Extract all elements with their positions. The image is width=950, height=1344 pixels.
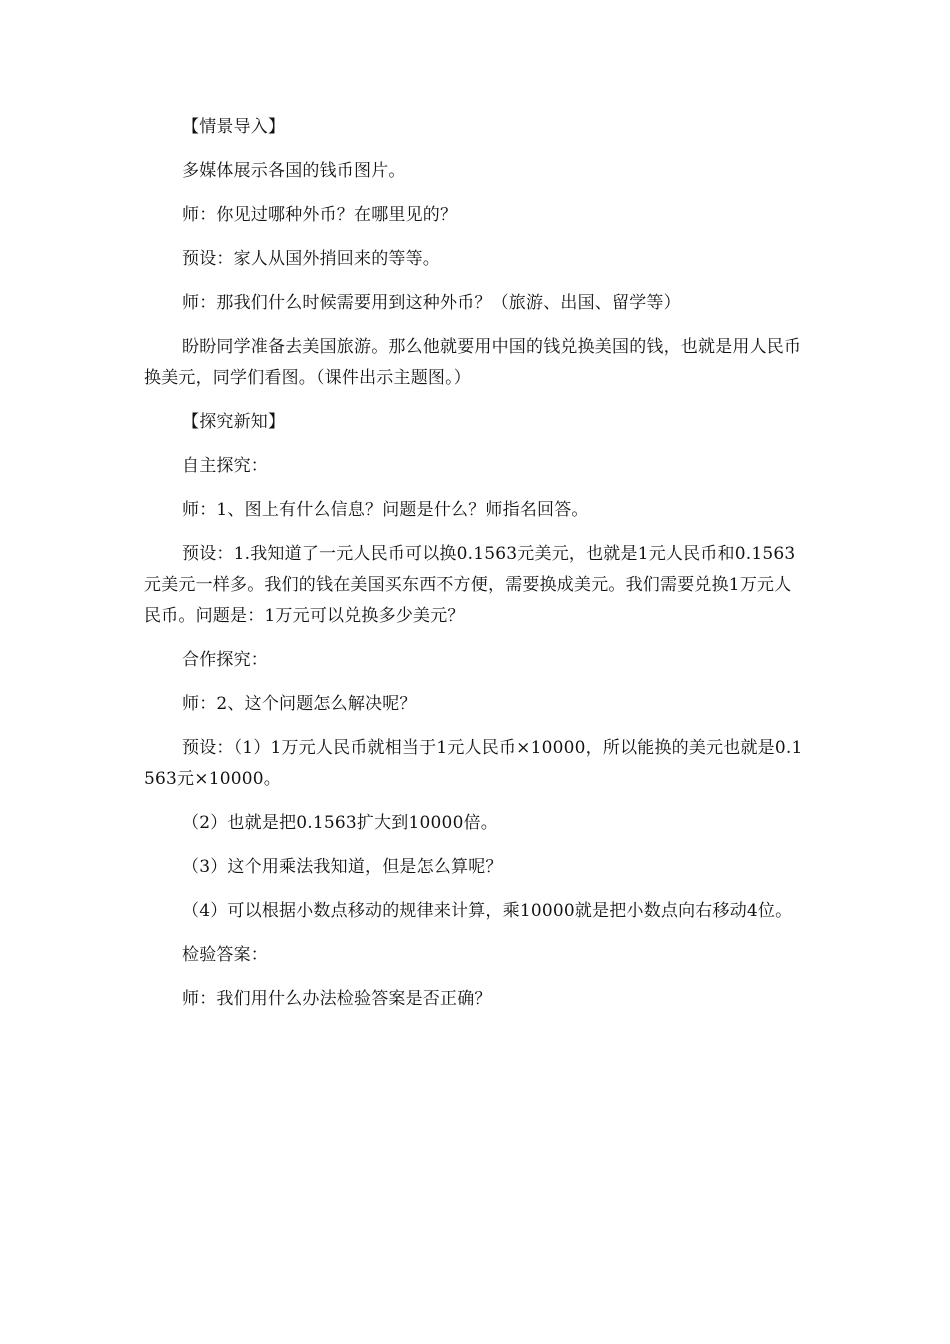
paragraph-3: 预设：家人从国外捎回来的等等。 xyxy=(182,249,440,269)
paragraph-8: 师：1、图上有什么信息？问题是什么？师指名回答。 xyxy=(182,500,589,520)
paragraph-4: 师：那我们什么时候需要用到这种外币？（旅游、出国、留学等） xyxy=(182,293,681,313)
document-body xyxy=(144,112,808,1015)
subheading-cooperative-explore: 合作探究： xyxy=(182,650,268,670)
paragraph-12: 预设：（1）1万元人民币就相当于1元人民币×10000，所以能换的美元也就是0.1563元×10000。 xyxy=(144,738,803,789)
subheading-verify-answer: 检验答案： xyxy=(182,945,268,965)
paragraph-5: 盼盼同学准备去美国旅游。那么他就要用中国的钱兑换美国的钱，也就是用人民币换美元，同学们看图。（课件出示主题图。） xyxy=(144,337,802,388)
paragraph-2: 师：你见过哪种外币？在哪里见的？ xyxy=(182,205,458,225)
paragraph-1: 多媒体展示各国的钱币图片。 xyxy=(182,161,406,181)
paragraph-17: 师：我们用什么办法检验答案是否正确？ xyxy=(182,989,492,1009)
paragraph-9: 预设：1.我知道了一元人民币可以换0.1563元美元，也就是1元人民币和0.1563元美元一样多。我们的钱在美国买东西不方便，需要换成美元。我们需要兑换1万元人民币。问题是：1万元可以兑换多少美元？ xyxy=(144,544,796,626)
paragraph-13: （2）也就是把0.1563扩大到10000倍。 xyxy=(182,813,498,833)
section-heading-explore: 【探究新知】 xyxy=(182,412,286,432)
paragraph-11: 师：2、这个问题怎么解决呢？ xyxy=(182,694,417,714)
paragraph-15: （4）可以根据小数点移动的规律来计算，乘10000就是把小数点向右移动4位。 xyxy=(182,901,793,921)
section-heading-scenario: 【情景导入】 xyxy=(182,117,286,137)
paragraph-14: （3）这个用乘法我知道，但是怎么算呢？ xyxy=(182,857,503,877)
subheading-self-explore: 自主探究： xyxy=(182,456,268,476)
